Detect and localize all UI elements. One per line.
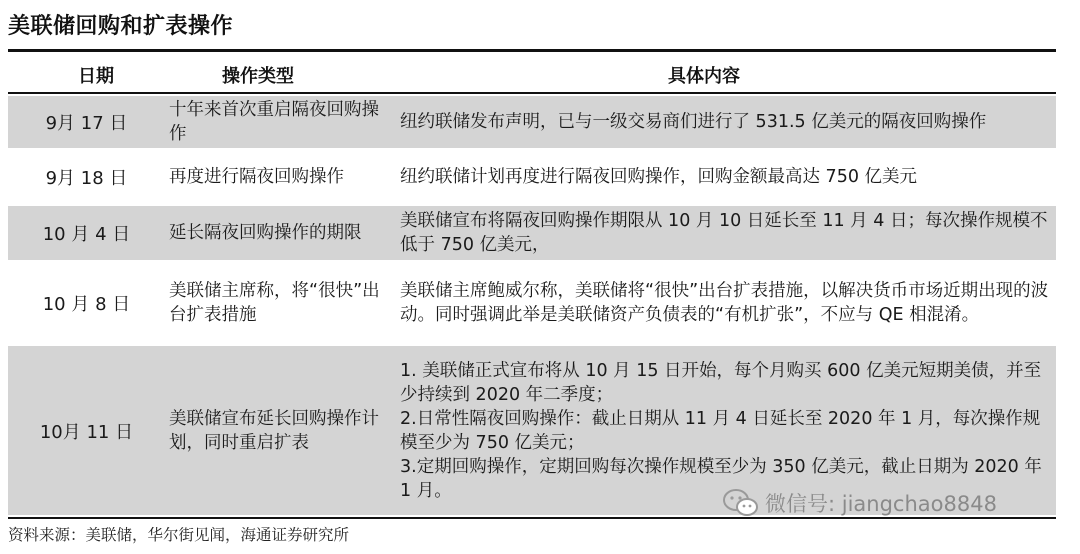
watermark xyxy=(723,488,997,518)
table-row xyxy=(8,263,1056,343)
row-date: 9月 17 日 xyxy=(45,113,128,134)
row-type: 再度进行隔夜回购操作 xyxy=(169,167,344,187)
source-note: 资料来源：美联储，华尔街见闻，海通证券研究所 xyxy=(8,526,350,544)
content-line: 纽约联储发布声明，已与一级交易商们进行了 531.5 亿美元的隔夜回购操作 xyxy=(400,112,987,132)
row-type: 延长隔夜回购操作的期限 xyxy=(169,223,362,243)
table-row xyxy=(8,96,1056,148)
content-line: 1. 美联储正式宣布将从 10 月 15 日开始，每个月购买 600 亿美元短期美债，并至少持续到 2020 年二季度； xyxy=(400,360,1042,405)
title-rule xyxy=(8,49,1056,52)
row-content xyxy=(400,263,1052,343)
content-line: 纽约联储计划再度进行隔夜回购操作，回购金额最高达 750 亿美元 xyxy=(400,167,918,187)
footer-rule xyxy=(8,517,1056,519)
content-line: 2.日常性隔夜回购操作：截止日期从 11 月 4 日延长至 2020 年 1 月，每次操作规模至少为 750 亿美元； xyxy=(400,408,1041,453)
watermark-text: 微信号: jiangchao8848 xyxy=(765,492,997,516)
row-date: 10月 11 日 xyxy=(39,421,134,443)
header-content: 具体内容 xyxy=(668,66,740,87)
page-title: 美联储回购和扩表操作 xyxy=(8,14,234,39)
wechat-icon xyxy=(723,488,759,518)
table-row xyxy=(8,151,1056,203)
content-line: 美联储宣布将隔夜回购操作期限从 10 月 10 日延长至 11 月 4 日；每次操作规模不低于 750 亿美元， xyxy=(400,211,1048,255)
row-content xyxy=(400,206,1052,260)
row-date: 10 月 4 日 xyxy=(42,224,131,245)
row-date: 10 月 8 日 xyxy=(42,294,131,315)
header-type: 操作类型 xyxy=(222,66,294,87)
content-line: 美联储主席鲍威尔称，美联储将“很快”出台扩表措施，以解决货币市场近期出现的波动。同时强调此举是美联储资产负债表的“有机扩张”，不应与 QE 相混淆。 xyxy=(400,281,1049,325)
row-date: 9月 18 日 xyxy=(45,168,128,189)
table-row xyxy=(8,206,1056,260)
row-type: 美联储主席称，将“很快”出台扩表措施 xyxy=(169,281,380,325)
row-type: 十年来首次重启隔夜回购操作 xyxy=(169,100,379,144)
row-type: 美联储宣布延长回购操作计划，同时重启扩表 xyxy=(169,408,379,453)
header-date: 日期 xyxy=(78,66,114,87)
row-content xyxy=(400,96,1052,148)
content-line: 3.定期回购操作，定期回购每次操作规模至少为 350 亿美元，截止日期为 2020 年 1 月。 xyxy=(400,456,1042,501)
row-content xyxy=(400,151,1052,203)
header-rule xyxy=(8,92,1056,94)
